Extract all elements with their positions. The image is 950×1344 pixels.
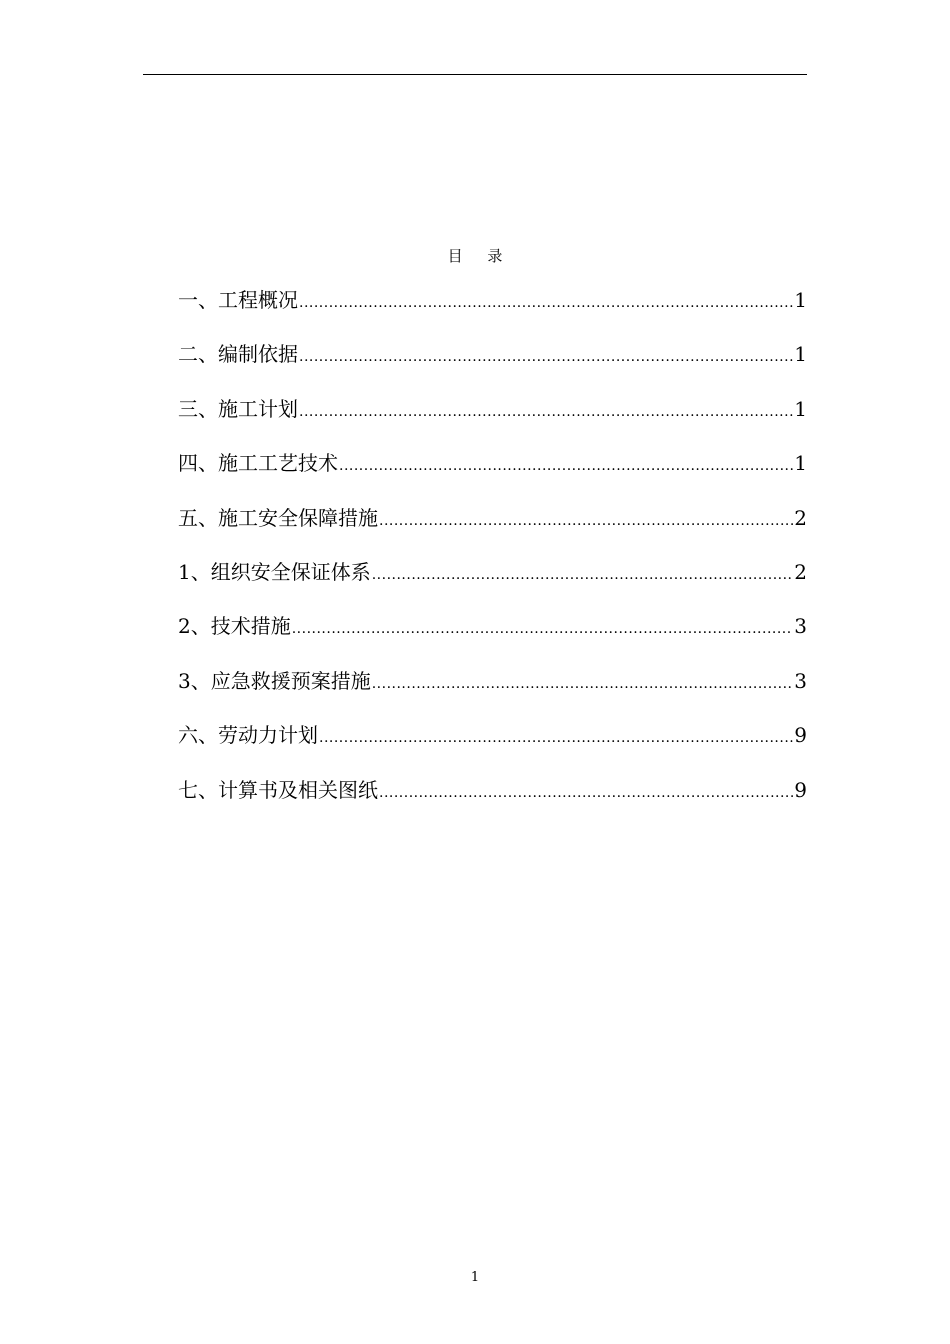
toc-leader	[299, 289, 793, 317]
toc-entry-text: 三、施工计划	[178, 396, 298, 421]
toc-entry-page: 2	[794, 559, 807, 584]
toc-entry[interactable]	[178, 612, 807, 666]
toc-entry[interactable]	[178, 340, 807, 394]
toc-entry[interactable]	[178, 776, 807, 830]
toc-entry-page: 1	[794, 288, 807, 312]
toc-leader	[292, 615, 794, 643]
toc-leader	[299, 343, 793, 371]
toc-entry[interactable]	[178, 395, 807, 449]
toc-entry-text: 二、编制依据	[178, 342, 298, 367]
toc-entry-text: 3、应急救援预案措施	[178, 668, 371, 693]
toc-entry-page: 1	[794, 396, 807, 421]
toc-entry-text: 七、计算书及相关图纸	[178, 777, 378, 802]
toc-entry-page: 9	[794, 723, 807, 748]
toc-entry-page: 3	[794, 668, 807, 693]
toc-title: 目 录	[447, 247, 513, 265]
toc-entry-text: 2、技术措施	[178, 614, 291, 639]
toc-entry-page: 9	[794, 777, 807, 802]
toc-leader	[379, 507, 793, 535]
toc-entry-text: 四、施工工艺技术	[178, 451, 338, 476]
toc-leader	[379, 779, 793, 807]
toc-leader	[319, 724, 793, 752]
header-rule	[143, 74, 807, 75]
toc-entry-page: 1	[794, 342, 807, 367]
toc-entry[interactable]	[178, 721, 807, 775]
toc-entry-page: 2	[794, 505, 807, 530]
toc-leader	[299, 398, 793, 426]
toc-entry[interactable]	[178, 558, 807, 612]
toc-entry-text: 一、工程概况	[178, 288, 298, 312]
toc-entry-text: 五、施工安全保障措施	[178, 505, 378, 530]
toc-leader	[339, 452, 793, 480]
toc-list	[178, 286, 807, 830]
toc-leader	[372, 561, 794, 589]
toc-entry[interactable]	[178, 449, 807, 503]
toc-leader	[372, 670, 794, 698]
toc-entry[interactable]	[178, 504, 807, 558]
toc-entry[interactable]	[178, 667, 807, 721]
page-number: 1	[470, 1270, 480, 1285]
toc-entry[interactable]	[178, 286, 807, 340]
toc-entry-text: 六、劳动力计划	[178, 723, 318, 748]
toc-entry-page: 3	[794, 614, 807, 639]
toc-entry-text: 1、组织安全保证体系	[178, 559, 371, 584]
toc-entry-page: 1	[794, 451, 807, 476]
